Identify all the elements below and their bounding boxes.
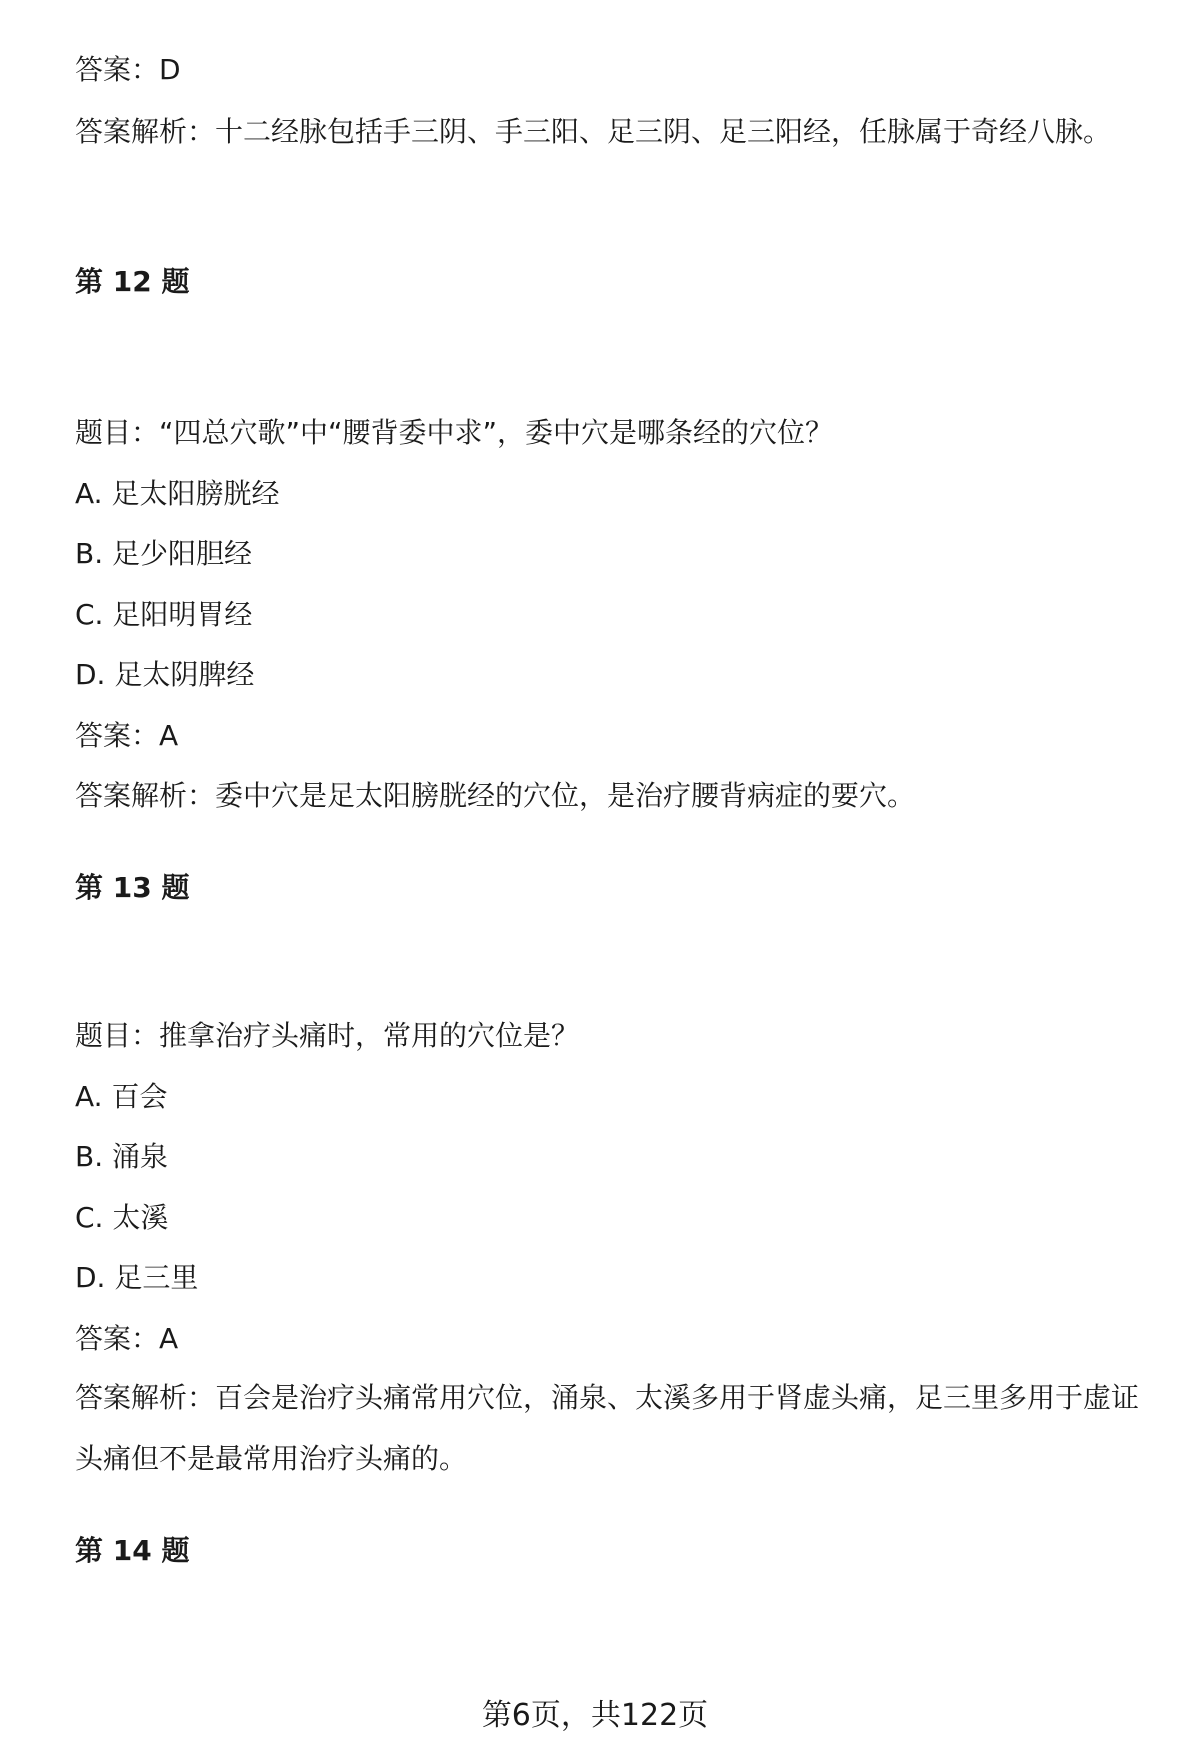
q14-heading: 第 14 题 bbox=[75, 1534, 190, 1567]
q11-explanation: 答案解析：十二经脉包括手三阴、手三阳、足三阴、足三阳经，任脉属于奇经八脉。 bbox=[75, 115, 1112, 148]
q13-option-c: C. 太溪 bbox=[75, 1201, 169, 1234]
q13-explanation: 答案解析：百会是治疗头痛常用穴位，涌泉、太溪多用于肾虚头痛，足三里多用于虚证头痛但不是最常用治疗头痛的。 bbox=[75, 1381, 1140, 1475]
q13-option-d: D. 足三里 bbox=[75, 1261, 199, 1294]
q13-option-b: B. 涌泉 bbox=[75, 1140, 169, 1173]
q12-answer: 答案：A bbox=[75, 719, 179, 752]
q12-option-d: D. 足太阴脾经 bbox=[75, 658, 255, 691]
q13-heading: 第 13 题 bbox=[75, 871, 190, 904]
q12-question: 题目：“四总穴歌”中“腰背委中求”，委中穴是哪条经的穴位？ bbox=[75, 416, 834, 449]
q12-explanation: 答案解析：委中穴是足太阳膀胱经的穴位，是治疗腰背病症的要穴。 bbox=[75, 779, 916, 812]
q12-heading: 第 12 题 bbox=[75, 265, 190, 298]
page-number-footer: 第6页，共122页 bbox=[481, 1698, 709, 1733]
q11-answer: 答案：D bbox=[75, 53, 181, 86]
q13-answer: 答案：A bbox=[75, 1322, 179, 1355]
q12-option-b: B. 足少阳胆经 bbox=[75, 537, 253, 570]
q12-option-a: A. 足太阳膀胱经 bbox=[75, 477, 280, 510]
q13-question: 题目：推拿治疗头痛时，常用的穴位是？ bbox=[75, 1019, 580, 1052]
q13-option-a: A. 百会 bbox=[75, 1080, 168, 1113]
q12-option-c: C. 足阳明胃经 bbox=[75, 598, 253, 631]
